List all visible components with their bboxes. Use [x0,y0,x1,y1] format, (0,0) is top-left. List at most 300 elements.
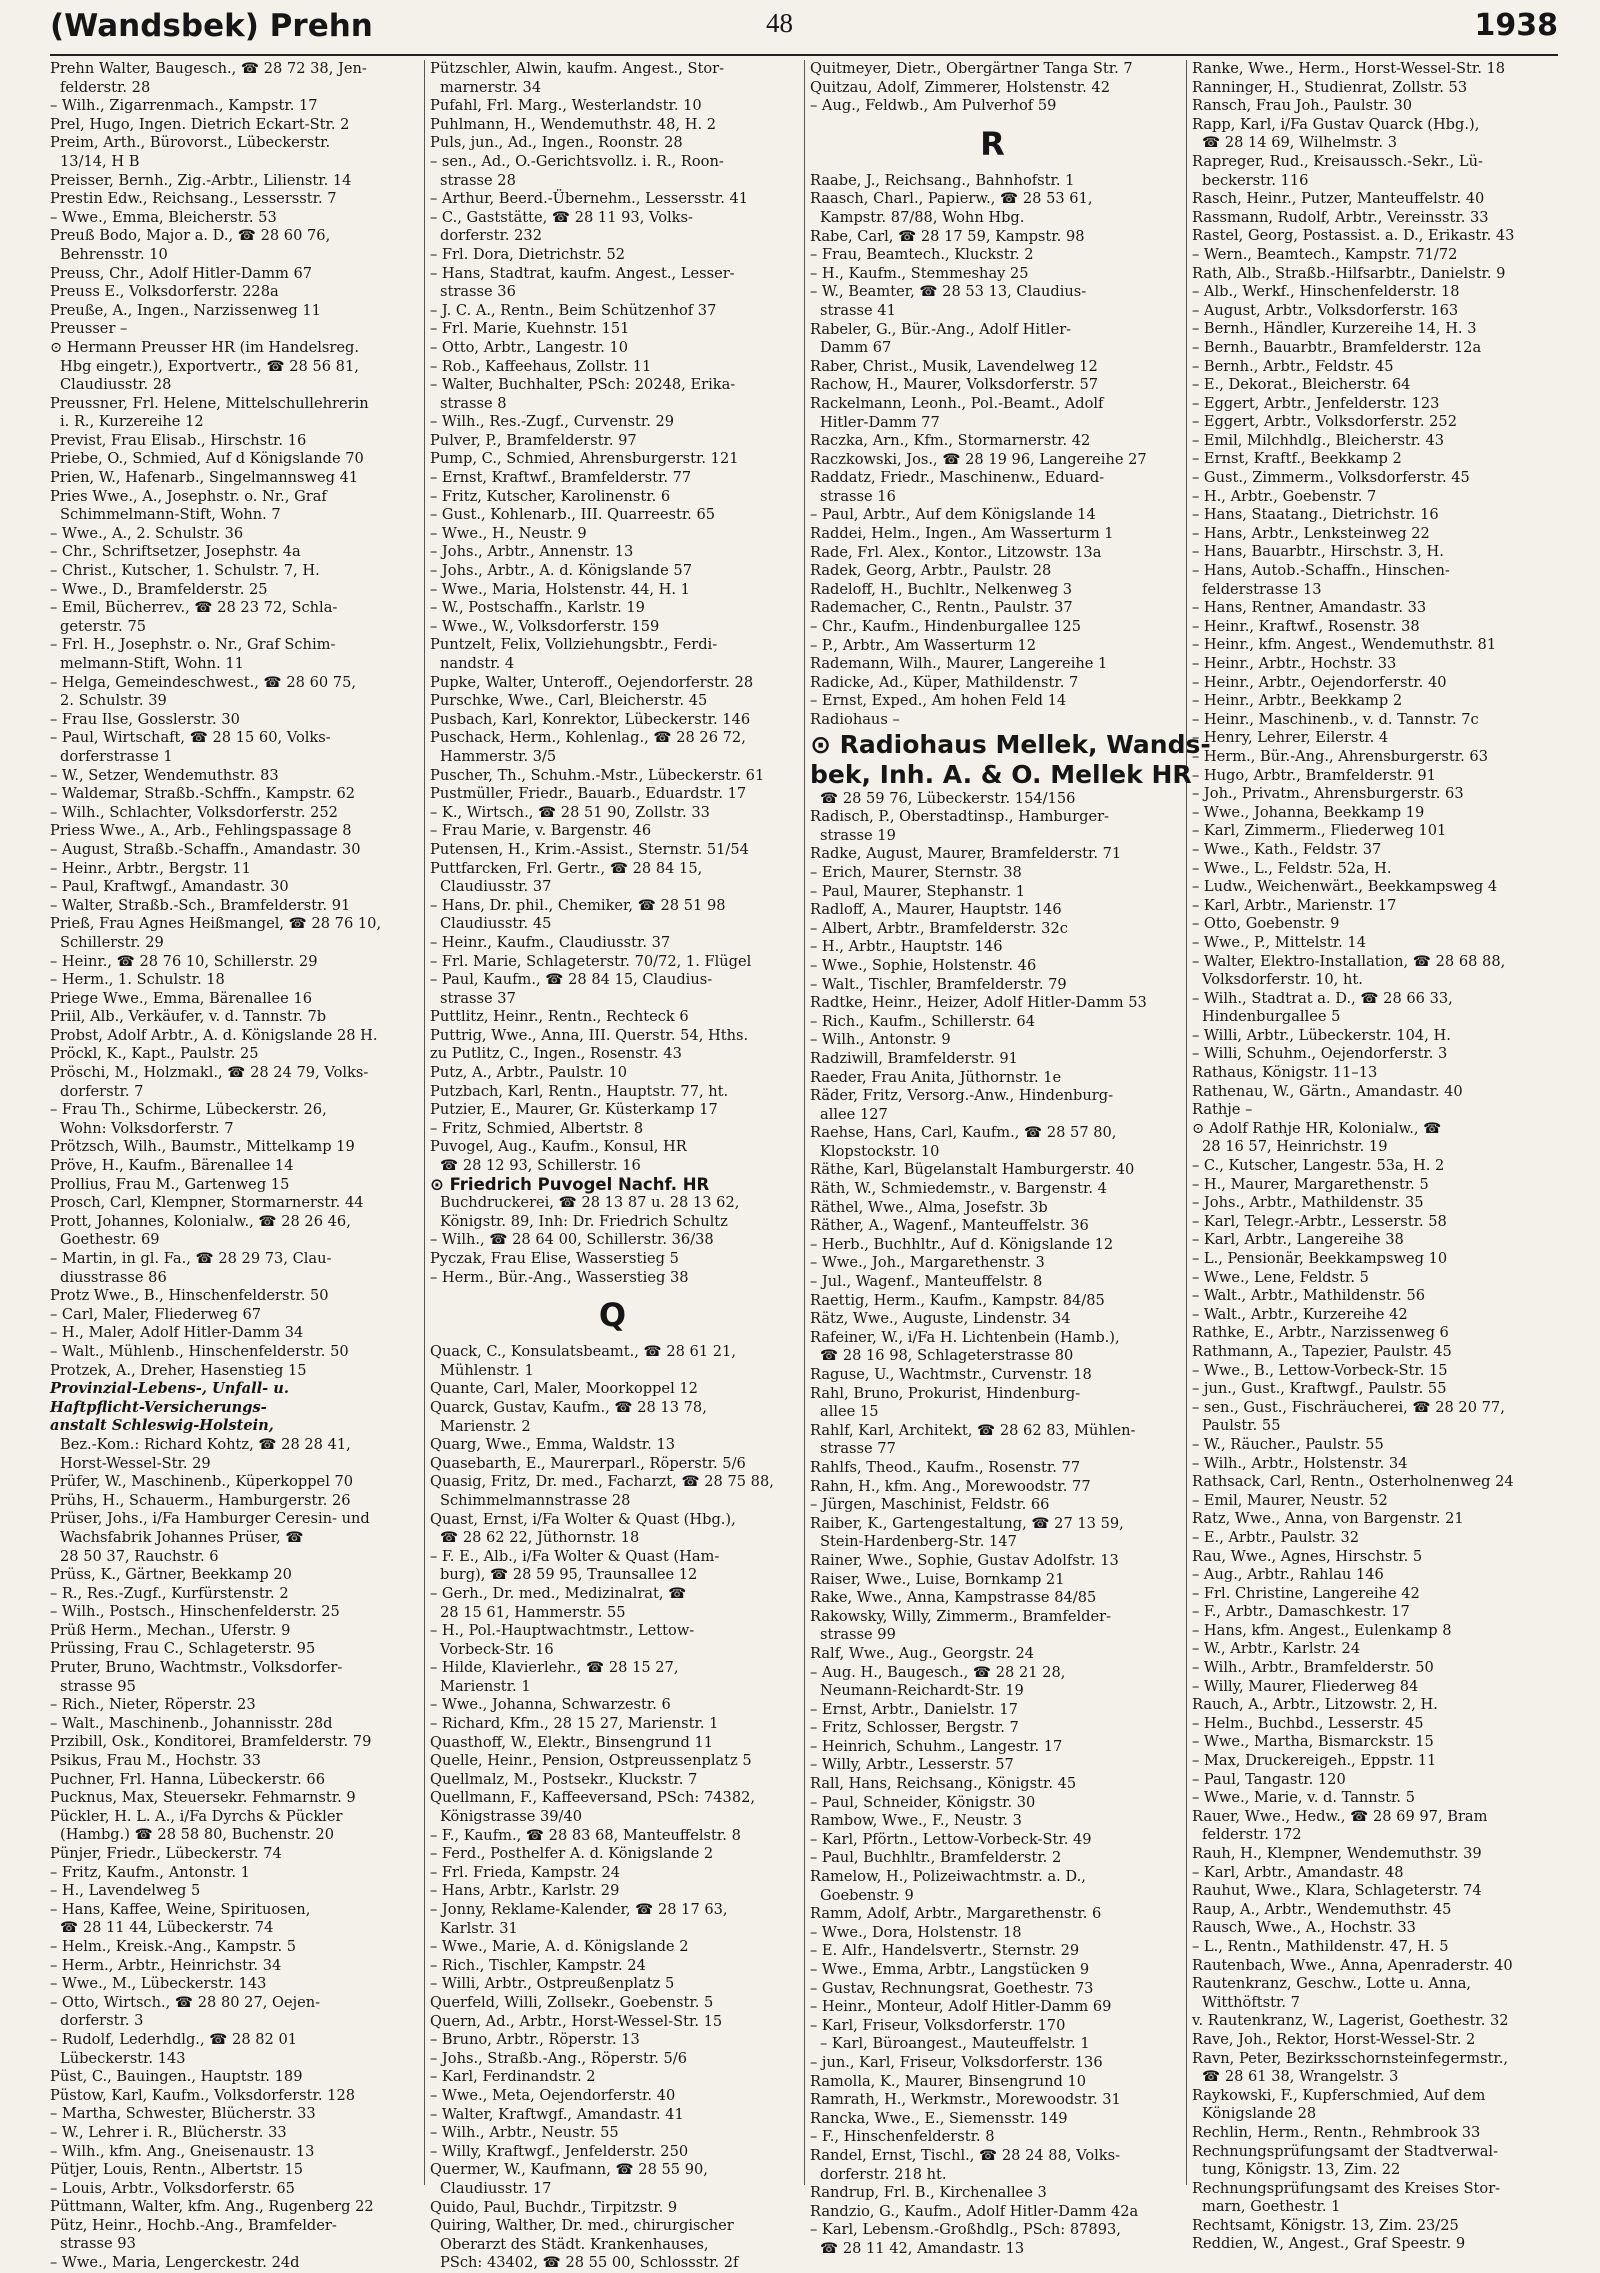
directory-entry-line: – Frau, Beamtech., Kluckstr. 2 [810,246,1034,264]
directory-entry-line: – Wilh., Stadtrat a. D., ☎ 28 66 33, [1192,989,1453,1007]
directory-entry-line: Puttlitz, Heinr., Rentn., Rechteck 6 [430,1008,689,1026]
directory-entry-line: – Fritz, Schlosser, Bergstr. 7 [810,1719,1019,1737]
directory-entry-line: Mühlenstr. 1 [440,1361,534,1379]
directory-entry-line: – H., Maler, Adolf Hitler-Damm 34 [50,1324,304,1342]
directory-entry-line: – Karl, Zimmerm., Fliederweg 101 [1192,822,1447,840]
directory-entry-line: Preuße, A., Ingen., Narzissenweg 11 [50,301,321,319]
directory-entry-line: Pütz, Heinr., Hochb.-Ang., Bramfelder- [50,2216,337,2234]
directory-entry-line: – Frl. Christine, Langereihe 42 [1192,1584,1420,1602]
directory-entry-line: – E., Arbtr., Paulstr. 32 [1192,1528,1360,1546]
directory-entry-line: Preuß Bodo, Major a. D., ☎ 28 60 76, [50,227,331,245]
directory-entry-line: Bez.-Kom.: Richard Kohtz, ☎ 28 28 41, [60,1435,351,1453]
directory-entry-line: – Albert, Arbtr., Bramfelderstr. 32c [810,919,1068,937]
directory-entry-line: Querfeld, Willi, Zollsekr., Goebenstr. 5 [430,1993,714,2011]
directory-entry-line: tung, Königstr. 13, Zim. 22 [1202,2161,1401,2179]
directory-entry-line: Rademann, Wilh., Maurer, Langereihe 1 [810,655,1108,673]
directory-entry-line: Quelle, Heinr., Pension, Ostpreussenplatz 5 [430,1752,752,1770]
directory-entry-line: – Willy, Arbtr., Lesserstr. 57 [810,1756,1014,1774]
directory-entry-line: dorferstrasse 1 [60,747,173,765]
directory-entry-line: – E. Alfr., Handelsvertr., Sternstr. 29 [810,1942,1080,1960]
directory-entry-line: Rapp, Karl, i/Fa Gustav Quarck (Hbg.), [1192,115,1480,133]
directory-entry-line: – Wilh., Arbtr., Bramfelderstr. 50 [1192,1659,1434,1677]
directory-entry-line: nandstr. 4 [440,655,515,672]
directory-entry-line: Pütjer, Louis, Rentn., Albertstr. 15 [50,2161,304,2179]
directory-entry-line: – Karl, Lebensm.-Großhdlg., PSch: 87893, [810,2221,1121,2239]
directory-entry-line: – Walt., Mühlenb., Hinschenfelderstr. 50 [50,1342,349,1360]
directory-entry-line: strasse 28 [440,171,516,189]
directory-entry-line: Rauer, Wwe., Hedw., ☎ 28 69 97, Bram [1192,1807,1488,1825]
directory-entry-line: – Gerh., Dr. med., Medizinalrat, ☎ [430,1584,687,1602]
directory-entry-line: Priege Wwe., Emma, Bärenallee 16 [50,989,313,1007]
directory-entry-line: – Hans, Staatang., Dietrichstr. 16 [1192,506,1439,524]
directory-entry-line: – Fritz, Kaufm., Antonstr. 1 [50,1863,250,1881]
directory-entry-line: Marienstr. 2 [440,1417,531,1435]
directory-entry-line: – Wwe., Marie, A. d. Königslande 2 [430,1938,689,1956]
directory-entry-line: Ransch, Frau Joh., Paulstr. 30 [1192,97,1413,115]
directory-entry-line: Rätz, Wwe., Auguste, Lindenstr. 34 [810,1310,1071,1328]
directory-entry-line: Claudiusstr. 45 [440,915,552,933]
directory-entry-line: Pusbach, Karl, Konrektor, Lübeckerstr. 146 [430,710,751,728]
directory-entry-line: Quiring, Walther, Dr. med., chirurgischer [430,2217,734,2235]
directory-entry-line: Königstrasse 39/40 [440,1808,583,1826]
directory-entry-line: – Paul, Maurer, Stephanstr. 1 [810,882,1026,900]
directory-entry-line: Pückler, H. L. A., i/Fa Dyrchs & Pückler [50,1807,343,1825]
directory-entry-line: – Karl, Büroangest., Mauteuffelstr. 1 [820,2035,1090,2053]
directory-entry-line: – jun., Karl, Friseur, Volksdorferstr. 136 [810,2053,1103,2071]
directory-entry-line: – Bruno, Arbtr., Röperstr. 13 [430,2031,640,2049]
directory-entry-line: – H., Kaufm., Stemmeshay 25 [810,264,1029,282]
directory-entry-line: – Wilh., kfm. Ang., Gneisenaustr. 13 [50,2142,315,2160]
directory-entry-line: Prosch, Carl, Klempner, Stormarnerstr. 44 [50,1194,364,1212]
directory-entry-line: v. Rautenkranz, W., Lagerist, Goethestr. 32 [1192,2012,1509,2030]
directory-entry-line: Rabeler, G., Bür.-Ang., Adolf Hitler- [810,320,1072,338]
directory-entry-line: Raczkowski, Jos., ☎ 28 19 96, Langereihe 27 [810,450,1147,468]
directory-entry-line: Oberarzt des Städt. Krankenhauses, [440,2235,709,2253]
directory-entry-line: – W., Räucher., Paulstr. 55 [1192,1435,1384,1453]
directory-entry-line: allee 15 [820,1403,879,1421]
directory-entry-line: Paulstr. 55 [1202,1417,1281,1435]
directory-entry-line: – Heinr., Arbtr., Hochstr. 33 [1192,655,1397,672]
directory-entry-line: Prüser, Johs., i/Fa Hamburger Ceresin- und [50,1510,370,1528]
directory-entry-line: – Bernh., Arbtr., Feldstr. 45 [1192,357,1394,375]
directory-entry-line: – Walt., Arbtr., Mathildenstr. 56 [1192,1287,1426,1305]
directory-entry-line: – Herm., 1. Schulstr. 18 [50,971,225,989]
directory-entry-line: – Wwe., Kath., Feldstr. 37 [1192,840,1382,858]
directory-entry-line: Damm 67 [820,339,892,357]
directory-entry-line: – C., Kutscher, Langestr. 53a, H. 2 [1192,1157,1445,1175]
directory-entry-line: – Wilh., Antonstr. 9 [810,1031,951,1049]
directory-entry-line: – W., Setzer, Wendemuthstr. 83 [50,766,279,784]
directory-entry-line: strasse 99 [820,1626,896,1644]
directory-entry-line: Rechtsamt, Königstr. 13, Zim. 23/25 [1192,2216,1459,2234]
directory-entry-line: Quasig, Fritz, Dr. med., Facharzt, ☎ 28 75 88, [430,1473,774,1491]
directory-entry-line: Protz Wwe., B., Hinschenfelderstr. 50 [50,1287,329,1305]
directory-entry-line: Puscher, Th., Schuhm.-Mstr., Lübeckerstr. 61 [430,766,765,784]
directory-entry-line: ☎ 28 12 93, Schillerstr. 16 [440,1157,641,1175]
directory-entry-line: strasse 8 [440,394,507,412]
directory-entry-line: Preussner, Frl. Helene, Mittelschullehrerin [50,394,369,412]
directory-entry-line: – Heinr., ☎ 28 76 10, Schillerstr. 29 [50,952,318,970]
directory-entry-line: – Wwe., H., Neustr. 9 [430,524,587,542]
directory-entry-line: – Paul, Schneider, Königstr. 30 [810,1793,1036,1811]
directory-entry-line: – Willi, Arbtr., Ostpreußenplatz 5 [430,1975,675,1993]
directory-entry-line: Räthel, Wwe., Alma, Josefstr. 3b [810,1198,1048,1216]
directory-entry-line: Priil, Alb., Verkäufer, v. d. Tannstr. 7b [50,1008,327,1026]
directory-entry-line: – Johs., Arbtr., Mathildenstr. 35 [1192,1194,1424,1212]
directory-entry-line: – Wwe., Joh., Margarethenstr. 3 [810,1254,1045,1272]
directory-entry-line: – Wilh., Arbtr., Holstenstr. 34 [1192,1454,1408,1472]
directory-entry-line: – Helm., Kreisk.-Ang., Kampstr. 5 [50,1937,297,1955]
directory-entry-line: bek, Inh. A. & O. Mellek HR [810,759,1192,789]
directory-entry-line: Prüfer, W., Maschinenb., Küperkoppel 70 [50,1473,354,1491]
directory-entry-line: Priess Wwe., A., Arb., Fehlingspassage 8 [50,822,352,840]
directory-entry-line: Lübeckerstr. 143 [60,2049,186,2067]
directory-entry-line: Radicke, Ad., Küper, Mathildenstr. 7 [810,673,1079,691]
directory-entry-line: Rathenau, W., Gärtn., Amandastr. 40 [1192,1082,1463,1100]
directory-entry-line: Radloff, A., Maurer, Hauptstr. 146 [810,901,1062,919]
directory-entry-line: – Hans, Stadtrat, kaufm. Angest., Lesser- [430,264,735,282]
directory-entry-line: – H., Arbtr., Goebenstr. 7 [1192,487,1377,505]
directory-entry-line: – Johs., Arbtr., A. d. Königslande 57 [430,562,692,580]
directory-entry-line: – Hans, Bauarbtr., Hirschstr. 3, H. [1192,543,1444,561]
directory-entry-line: – Richard, Kfm., 28 15 27, Marienstr. 1 [430,1715,719,1733]
directory-entry-line: – Eggert, Arbtr., Volksdorferstr. 252 [1192,413,1458,431]
directory-entry-line: zu Putlitz, C., Ingen., Rosenstr. 43 [430,1045,682,1063]
directory-entry-line: Rausch, Wwe., A., Hochstr. 33 [1192,1919,1416,1937]
directory-entry-line: Rau, Wwe., Agnes, Hirschstr. 5 [1192,1547,1423,1565]
directory-entry-line: – Otto, Wirtsch., ☎ 28 80 27, Oejen- [50,1993,321,2011]
directory-entry-line: Pruter, Bruno, Wachtmstr., Volksdorfer- [50,1659,343,1677]
directory-entry-line: Klopstockstr. 10 [820,1142,940,1160]
directory-entry-line: – Wilh., Arbtr., Neustr. 55 [430,2124,619,2142]
directory-entry-line: Rauhut, Wwe., Klara, Schlageterstr. 74 [1192,1882,1482,1900]
directory-entry-line: – Emil, Maurer, Neustr. 52 [1192,1491,1388,1509]
directory-entry-line: Puttrig, Wwe., Anna, III. Querstr. 54, Hths. [430,1026,749,1044]
directory-entry-line: – Emil, Bücherrev., ☎ 28 23 72, Schla- [50,599,338,617]
directory-entry-line: Puchner, Frl. Hanna, Lübeckerstr. 66 [50,1770,325,1788]
directory-entry-line: Claudiusstr. 17 [440,2179,552,2197]
directory-entry-line: – Heinr., Maschinenb., v. d. Tannstr. 7c [1192,710,1479,728]
directory-entry-line: Königstr. 89, Inh: Dr. Friedrich Schultz [440,1212,728,1230]
directory-entry-line: Räth, W., Schmiedemstr., v. Bargenstr. 4 [810,1180,1107,1198]
directory-entry-line: – August, Straßb.-Schaffn., Amandastr. 30 [50,840,361,858]
directory-entry-line: Rastel, Georg, Postassist. a. D., Erikastr. 43 [1192,227,1515,245]
directory-entry-line: Ratz, Wwe., Anna, von Bargenstr. 21 [1192,1510,1464,1528]
directory-entry-line: Probst, Adolf Arbtr., A. d. Königslande 28 H. [50,1026,378,1044]
directory-entry-line: Rechlin, Herm., Rentn., Rehmbrook 33 [1192,2123,1481,2141]
directory-entry-line: – Herm., Bür.-Ang., Wasserstieg 38 [430,1268,689,1286]
directory-entry-line: PSch: 43402, ☎ 28 55 00, Schlossstr. 2f [440,2254,739,2272]
directory-entry-line: Radek, Georg, Arbtr., Paulstr. 28 [810,562,1052,580]
directory-entry-line: Rathke, E., Arbtr., Narzissenweg 6 [1192,1324,1449,1342]
directory-entry-line: – Karl, Pförtn., Lettow-Vorbeck-Str. 49 [810,1830,1092,1848]
directory-entry-line: Przibill, Osk., Konditorei, Bramfelderstr. 79 [50,1733,372,1751]
directory-entry-line: Prehn Walter, Baugesch., ☎ 28 72 38, Jen- [50,60,367,77]
directory-entry-line: Rambow, Wwe., F., Neustr. 3 [810,1812,1022,1830]
directory-entry-line: ☎ 28 61 38, Wrangelstr. 3 [1202,2068,1399,2086]
directory-entry-line: felderstr. 172 [1202,1826,1302,1844]
directory-entry-line: – Max, Druckereigeh., Eppstr. 11 [1192,1752,1437,1770]
directory-entry-line: – August, Arbtr., Volksdorferstr. 163 [1192,301,1459,319]
directory-entry-line: Marienstr. 1 [440,1677,531,1695]
directory-entry-line: Vorbeck-Str. 16 [440,1640,554,1658]
directory-entry-line: – H., Maurer, Margarethenstr. 5 [1192,1175,1429,1193]
directory-entry-line: Putz, A., Arbtr., Paulstr. 10 [430,1064,628,1082]
directory-entry-line: – Paul, Tangastr. 120 [1192,1770,1346,1788]
directory-entry-line: Goethestr. 69 [60,1231,160,1249]
directory-entry-line: – Walter, Elektro-Installation, ☎ 28 68 88, [1192,952,1506,970]
directory-entry-line: Prühs, H., Schauerm., Hamburgerstr. 26 [50,1491,351,1509]
directory-entry-line: Prott, Johannes, Kolonialw., ☎ 28 26 46, [50,1212,351,1230]
directory-entry-line: Schimmelmann-Stift, Wohn. 7 [60,506,281,524]
directory-entry-line: – Carl, Maler, Fliederweg 67 [50,1305,262,1323]
directory-entry-line: – Wilh., ☎ 28 64 00, Schillerstr. 36/38 [430,1231,714,1249]
directory-entry-line: – Frl. Frieda, Kampstr. 24 [430,1863,621,1881]
directory-entry-line: Raddatz, Friedr., Maschinenw., Eduard- [810,469,1105,487]
directory-entry-line: Rathmann, A., Tapezier, Paulstr. 45 [1192,1342,1452,1360]
directory-entry-line: Quarck, Gustav, Kaufm., ☎ 28 13 78, [430,1398,707,1416]
directory-entry-line: Ramelow, H., Polizeiwachtmstr. a. D., [810,1868,1086,1886]
directory-entry-line: – Rich., Nieter, Röperstr. 23 [50,1696,256,1714]
directory-entry-line: Pufahl, Frl. Marg., Westerlandstr. 10 [430,97,702,115]
directory-entry-line: marnerstr. 34 [440,78,542,96]
directory-entry-line: – R., Res.-Zugf., Kurfürstenstr. 2 [50,1584,289,1602]
directory-entry-line: Quern, Ad., Arbtr., Horst-Wessel-Str. 15 [430,2012,723,2030]
directory-entry-line: Radisch, P., Oberstadtinsp., Hamburger- [810,808,1110,826]
directory-entry-line: Pupke, Walter, Unteroff., Oejendorferstr. 28 [430,673,754,691]
directory-entry-line: Behrensstr. 10 [60,245,168,263]
directory-entry-line: – Frl. Marie, Kuehnstr. 151 [430,320,630,338]
directory-entry-line: Previst, Frau Elisab., Hirschstr. 16 [50,431,307,449]
directory-entry-line: Rathje – [1192,1101,1253,1119]
directory-entry-line: strasse 95 [60,1677,136,1695]
directory-entry-line: strasse 93 [60,2235,136,2253]
directory-entry-line: – Hilde, Klavierlehr., ☎ 28 15 27, [430,1659,679,1677]
directory-entry-line: – Johs., Arbtr., Annenstr. 13 [430,543,634,561]
directory-entry-line: Volksdorferstr. 10, ht. [1202,971,1363,989]
directory-entry-line: Rathsack, Carl, Rentn., Osterholnenweg 24 [1192,1473,1514,1491]
directory-entry-line: – Alb., Werkf., Hinschenfelderstr. 18 [1192,283,1460,301]
directory-entry-line: Quellmann, F., Kaffeeversand, PSch: 74382, [430,1789,756,1807]
directory-entry-line: – Walt., Tischler, Bramfelderstr. 79 [810,975,1067,993]
directory-entry-line: strasse 37 [440,989,516,1007]
directory-entry-line: Prestin Edw., Reichsang., Lessersstr. 7 [50,190,337,208]
directory-entry-line: – Heinr., Arbtr., Oejendorferstr. 40 [1192,673,1447,691]
directory-entry-line: Rahlfs, Theod., Kaufm., Rosenstr. 77 [810,1458,1081,1476]
directory-entry-line: – Hugo, Arbtr., Bramfelderstr. 91 [1192,766,1436,784]
directory-entry-line: – Hans, Rentner, Amandastr. 33 [1192,599,1427,617]
section-letter: Q [598,1296,627,1335]
directory-entry-line: Rauch, A., Arbtr., Litzowstr. 2, H. [1192,1696,1438,1714]
directory-entry-line: – Walter, Buchhalter, PSch: 20248, Erika- [430,376,736,394]
directory-entry-line: – Herb., Buchhltr., Auf d. Königslande 12 [810,1235,1114,1253]
directory-entry-line: – C., Gaststätte, ☎ 28 11 93, Volks- [430,208,693,226]
directory-entry-line: – F., Arbtr., Damaschkestr. 17 [1192,1603,1410,1621]
directory-entry-line: 2. Schulstr. 39 [60,692,167,710]
directory-entry-line: – Ernst, Kraftf., Beekkamp 2 [1192,450,1402,468]
directory-entry-line: strasse 41 [820,301,896,319]
directory-entry-line: – Heinr., Arbtr., Beekkamp 2 [1192,692,1403,710]
directory-entry-line: Rauh, H., Klempner, Wendemuthstr. 39 [1192,1845,1482,1862]
directory-entry-line: Ranke, Wwe., Herm., Horst-Wessel-Str. 18 [1192,60,1506,77]
directory-entry-line: – Erich, Maurer, Sternstr. 38 [810,863,1022,881]
directory-entry-line: – E., Dekorat., Bleicherstr. 64 [1192,376,1411,394]
directory-entry-line: – Karl, Arbtr., Amandastr. 48 [1192,1863,1404,1881]
directory-entry-line: – Arthur, Beerd.-Übernehm., Lessersstr. 41 [430,190,749,208]
directory-entry-line: – Wwe., Lene, Feldstr. 5 [1192,1268,1369,1286]
directory-entry-line: Neumann-Reichardt-Str. 19 [820,1682,1024,1700]
directory-entry-line: Pützschler, Alwin, kaufm. Angest., Stor- [430,60,725,77]
directory-entry-line: – Wwe., Martha, Bismarckstr. 15 [1192,1733,1434,1751]
directory-entry-line: Horst-Wessel-Str. 29 [60,1454,211,1472]
directory-entry-line: Wachsfabrik Johannes Prüser, ☎ [60,1528,304,1546]
directory-entry-line: – Paul, Kraftwgf., Amandastr. 30 [50,878,289,896]
directory-entry-line: Rainer, Wwe., Sophie, Gustav Adolfstr. 13 [810,1551,1119,1569]
directory-entry-line: 13/14, H B [60,152,140,170]
directory-entry-line: Rechnungsprüfungsamt des Kreises Stor- [1192,2179,1501,2197]
directory-entry-line: Rechnungsprüfungsamt der Stadtverwal- [1192,2142,1499,2160]
directory-entry-line: Randel, Ernst, Tischl., ☎ 28 24 88, Volks- [810,2146,1121,2164]
directory-entry-line: Pyczak, Frau Elise, Wasserstieg 5 [430,1250,679,1267]
directory-entry-line: allee 127 [820,1105,888,1123]
directory-entry-line: Quasebarth, E., Maurerparl., Röperstr. 5/6 [430,1454,746,1472]
directory-entry-line: – Chr., Schriftsetzer, Josephstr. 4a [50,543,301,561]
directory-entry-line: Psikus, Frau M., Hochstr. 33 [50,1752,261,1770]
directory-entry-line: – W., Lehrer i. R., Blücherstr. 33 [50,2123,287,2141]
directory-entry-line: dorferstr. 3 [60,2012,144,2030]
directory-entry-line: Putensen, H., Krim.-Assist., Sternstr. 51/54 [430,840,749,858]
directory-entry-line: Puvogel, Aug., Kaufm., Konsul, HR [430,1138,687,1156]
directory-entry-line: Rademacher, C., Rentn., Paulstr. 37 [810,599,1073,617]
directory-entry-line: Raettig, Herm., Kaufm., Kampstr. 84/85 [810,1291,1105,1309]
directory-entry-line: – L., Pensionär, Beekkampsweg 10 [1192,1250,1448,1267]
directory-entry-line: (Hambg.) ☎ 28 58 80, Buchenstr. 20 [60,1826,335,1844]
directory-entry-line: Pries Wwe., A., Josephstr. o. Nr., Graf [50,487,327,505]
directory-entry-line: Ranninger, H., Studienrat, Zollstr. 53 [1192,78,1468,96]
directory-entry-line: Witthöftstr. 7 [1202,1993,1300,2011]
directory-entry-line: Raehse, Hans, Carl, Kaufm., ☎ 28 57 80, [810,1124,1117,1142]
directory-entry-line: – Frau Th., Schirme, Lübeckerstr. 26, [50,1101,327,1119]
directory-entry-line: Prollius, Frau M., Gartenweg 15 [50,1175,290,1193]
directory-entry-line: Radeloff, H., Buchltr., Nelkenweg 3 [810,580,1073,598]
directory-entry-line: dorferstr. 218 ht. [820,2165,947,2183]
directory-entry-line: Rautenkranz, Geschw., Lotte u. Anna, [1192,1975,1472,1993]
directory-entry-line: Pustmüller, Friedr., Bauarb., Eduardstr. 17 [430,785,747,803]
directory-entry-line: anstalt Schleswig-Holstein, [50,1417,274,1435]
directory-entry-line: Raeder, Frau Anita, Jüthornstr. 1e [810,1068,1062,1086]
directory-entry-line: – Heinr., Arbtr., Bergstr. 11 [50,859,251,877]
directory-entry-line: dorferstr. 232 [440,227,542,245]
directory-entry-line: ☎ 28 62 22, Jüthornstr. 18 [440,1529,640,1547]
directory-entry-line: Radiohaus – [810,711,900,728]
directory-entry-line: Rackelmann, Leonh., Pol.-Beamt., Adolf [810,394,1104,412]
directory-entry-line: – Rich., Kaufm., Schillerstr. 64 [810,1012,1035,1030]
directory-entry-line: Hbg eingetr.), Exportvertr., ☎ 28 56 81, [60,357,359,375]
directory-entry-line: – Ernst, Kraftwf., Bramfelderstr. 77 [430,469,692,487]
directory-entry-line: marn, Goethestr. 1 [1202,2198,1341,2216]
directory-entry-line: – Martha, Schwester, Blücherstr. 33 [50,2105,316,2123]
directory-entry-line: – Frau Ilse, Gosslerstr. 30 [50,710,240,728]
directory-entry-line: Quasthoff, W., Elektr., Binsengrund 11 [430,1733,714,1751]
directory-entry-line: felderstr. 28 [60,78,151,96]
directory-entry-line: ☎ 28 16 98, Schlageterstrasse 80 [820,1347,1074,1365]
directory-entry-line: – Hans, Autob.-Schaffn., Hinschen- [1192,562,1450,580]
directory-entry-line: – Rob., Kaffeehaus, Zollstr. 11 [430,357,652,375]
directory-entry-line: – Hans, Kaffee, Weine, Spirituosen, [50,1900,311,1918]
directory-entry-line: ⊙ Friedrich Puvogel Nachf. HR [430,1174,710,1194]
directory-entry-line: Haftpflicht-Versicherungs- [50,1398,267,1416]
directory-entry-line: – F. E., Alb., i/Fa Wolter & Quast (Ham- [430,1547,720,1565]
directory-entry-line: – Wwe., B., Lettow-Vorbeck-Str. 15 [1192,1361,1448,1379]
directory-entry-line: Quante, Carl, Maler, Moorkoppel 12 [430,1380,698,1398]
directory-entry-line: Raddei, Helm., Ingen., Am Wasserturm 1 [810,525,1114,543]
directory-entry-line: Hitler-Damm 77 [820,413,940,431]
directory-entry-line: diusstrasse 86 [60,1268,167,1286]
directory-entry-line: – Frl. H., Josephstr. o. Nr., Graf Schim- [50,636,336,654]
directory-entry-line: – jun., Gust., Kraftwgf., Paulstr. 55 [1192,1380,1447,1398]
directory-entry-line: – F., Kaufm., ☎ 28 83 68, Manteuffelstr. 8 [430,1826,741,1844]
directory-entry-line: Pucknus, Max, Steuersekr. Fehmarnstr. 9 [50,1789,356,1807]
directory-entry-line: – H., Pol.-Hauptwachtmstr., Lettow- [430,1622,695,1640]
directory-entry-line: – Johs., Straßb.-Ang., Röperstr. 5/6 [430,2049,687,2067]
directory-entry-line: – Rich., Tischler, Kampstr. 24 [430,1956,646,1974]
directory-entry-line: Ravn, Peter, Bezirksschornsteinfegermstr., [1192,2049,1509,2067]
directory-entry-line: 28 50 37, Rauchstr. 6 [60,1547,219,1565]
directory-entry-line: dorferstr. 7 [60,1082,144,1100]
directory-entry-line: Rathaus, Königstr. 11–13 [1192,1064,1378,1082]
directory-entry-line: Ramrath, H., Werkmstr., Morewoodstr. 31 [810,2091,1121,2109]
directory-entry-line: – Heinr., Monteur, Adolf Hitler-Damm 69 [810,1998,1112,2016]
directory-entry-line: strasse 36 [440,283,516,301]
directory-entry-line: Hindenburgallee 5 [1202,1008,1341,1026]
directory-column-2 [430,60,795,2272]
running-head: (Wandsbek) Prehn [50,8,373,44]
directory-entry-line: Hammerstr. 3/5 [440,747,557,765]
directory-entry-line: – Karl, Ferdinandstr. 2 [430,2068,596,2086]
directory-entry-line: – Ernst, Exped., Am hohen Feld 14 [810,692,1067,710]
directory-entry-line: Quitmeyer, Dietr., Obergärtner Tanga Str. 7 [810,60,1133,77]
directory-entry-line: Rancka, Wwe., E., Siemensstr. 149 [810,2109,1068,2127]
directory-entry-line: ☎ 28 14 69, Wilhelmstr. 3 [1202,134,1397,152]
directory-entry-line: Ralf, Wwe., Aug., Georgstr. 24 [810,1644,1035,1662]
directory-entry-line: Rahl, Bruno, Prokurist, Hindenburg- [810,1384,1081,1402]
directory-entry-line: – W., Postschaffn., Karlstr. 19 [430,599,645,617]
directory-entry-line: – Wilh., Postsch., Hinschenfelderstr. 25 [50,1603,340,1621]
directory-entry-line: – Fritz, Kutscher, Karolinenstr. 6 [430,487,671,505]
directory-entry-line: – sen., Ad., O.-Gerichtsvollz. i. R., Roon- [430,152,724,170]
directory-entry-line: – Helga, Gemeindeschwest., ☎ 28 60 75, [50,673,357,691]
directory-entry-line: ☎ 28 11 44, Lübeckerstr. 74 [60,1919,274,1937]
directory-entry-line: beckerstr. 116 [1202,171,1309,189]
directory-entry-line: – Heinr., Kraftwf., Rosenstr. 38 [1192,617,1420,635]
directory-entry-line: – Wwe., M., Lübeckerstr. 143 [50,1975,267,1993]
directory-entry-line: Püst, C., Bauingen., Hauptstr. 189 [50,2068,303,2086]
directory-entry-line: Provinzial-Lebens-, Unfall- u. [50,1380,289,1398]
directory-entry-line: – Waldemar, Straßb.-Schffn., Kampstr. 62 [50,785,356,803]
directory-entry-line: – Walt., Maschinenb., Johannisstr. 28d [50,1714,333,1732]
directory-entry-line: Quast, Ernst, i/Fa Wolter & Quast (Hbg.), [430,1510,736,1528]
directory-entry-line: Raasch, Charl., Papierw., ☎ 28 53 61, [810,190,1093,208]
directory-entry-line: – Wwe., Emma, Bleicherstr. 53 [50,208,277,226]
directory-entry-line: – Ferd., Posthelfer A. d. Königslande 2 [430,1845,714,1863]
header-rule [50,54,1558,56]
directory-entry-line: Schillerstr. 29 [60,933,164,951]
directory-entry-line: – Wwe., D., Bramfelderstr. 25 [50,580,268,598]
directory-entry-line: Goebenstr. 9 [820,1886,914,1904]
directory-entry-line: ⊙ Adolf Rathje HR, Kolonialw., ☎ [1192,1119,1442,1137]
directory-entry-line: Preuss, Chr., Adolf Hitler-Damm 67 [50,264,313,282]
directory-entry-line: Rave, Joh., Rektor, Horst-Wessel-Str. 2 [1192,2030,1476,2048]
